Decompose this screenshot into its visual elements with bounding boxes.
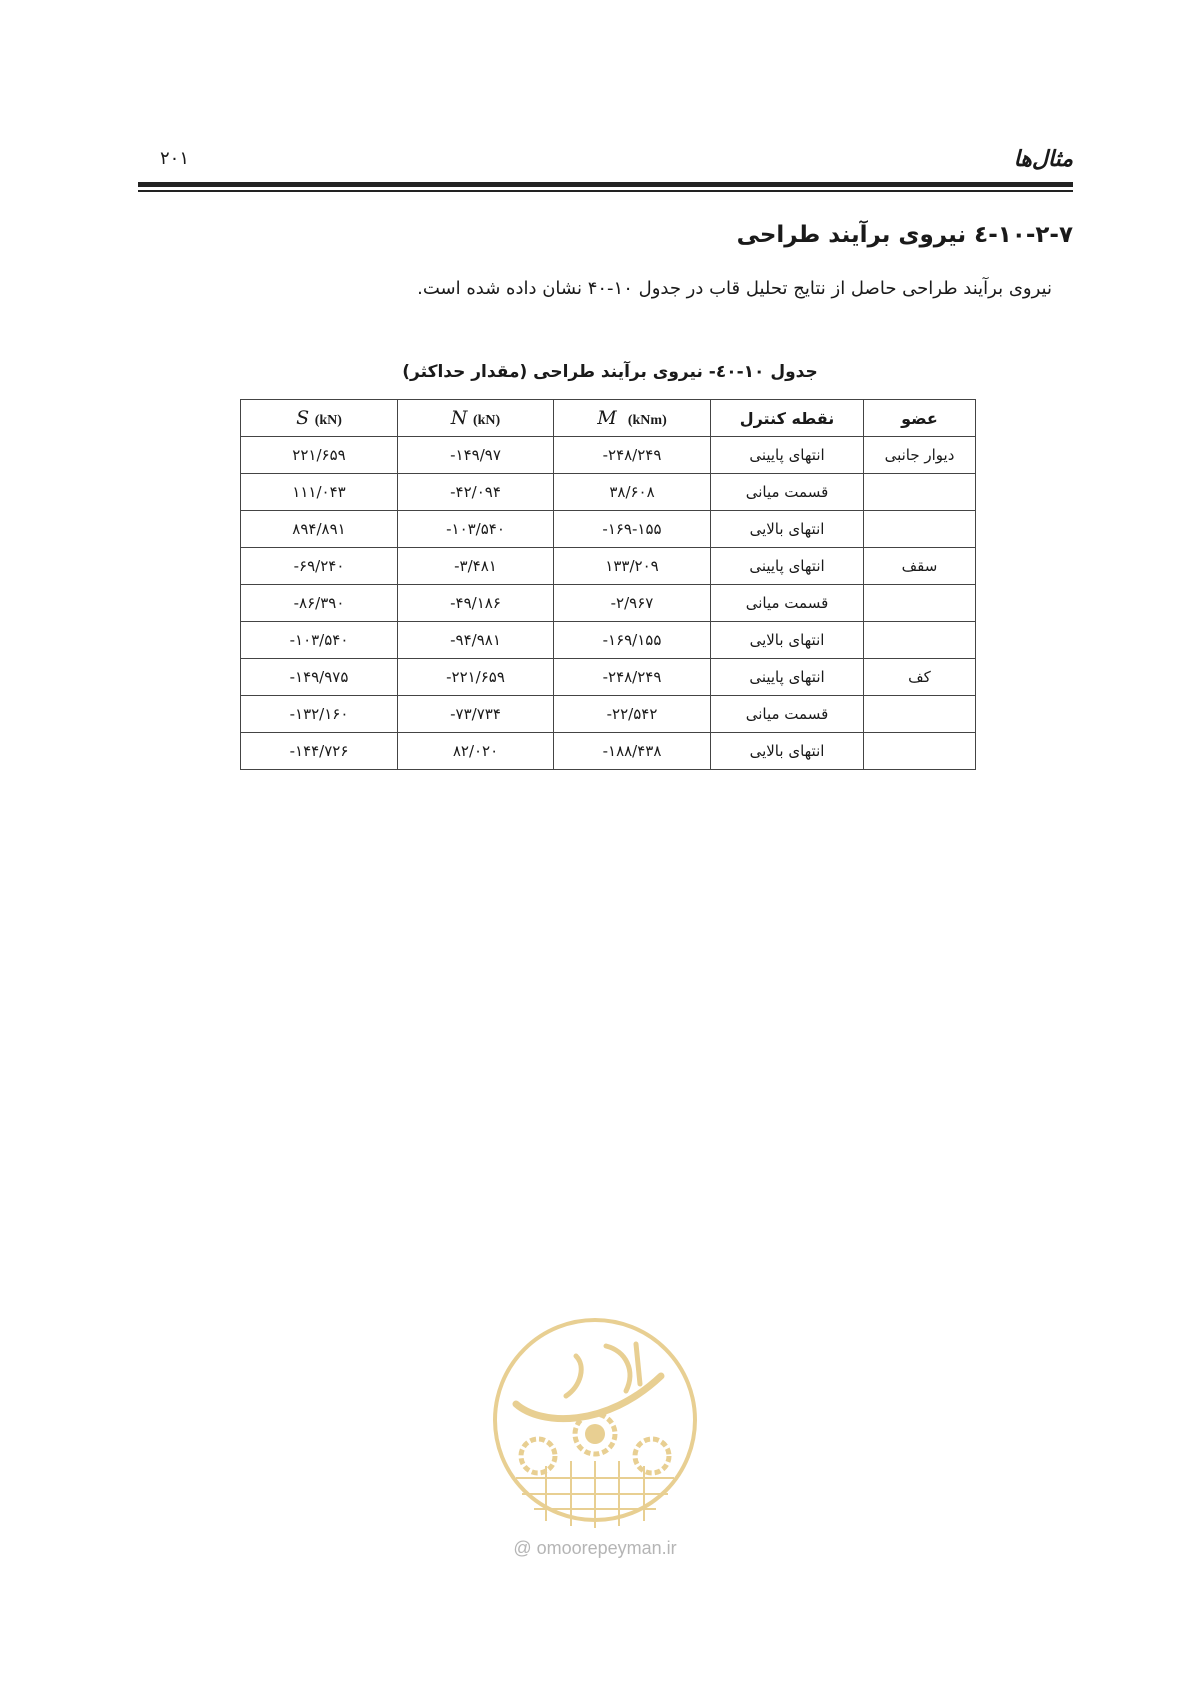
design-force-table	[240, 399, 976, 770]
cell-member: کف	[864, 659, 976, 696]
cell-control-point: انتهای پایینی	[711, 659, 864, 696]
cell-moment: ۱۳۳/۲۰۹	[554, 548, 711, 585]
cell-control-point: قسمت میانی	[711, 696, 864, 733]
cell-shear: -۸۶/۳۹۰	[241, 585, 398, 622]
cell-member	[864, 696, 976, 733]
cell-axial: ۸۲/۰۲۰	[398, 733, 554, 770]
cell-axial: -۱۰۳/۵۴۰	[398, 511, 554, 548]
table-row	[241, 622, 976, 659]
table-row	[241, 474, 976, 511]
table-row	[241, 437, 976, 474]
cell-axial: -۴۹/۱۸۶	[398, 585, 554, 622]
header-member: عضو	[864, 400, 976, 437]
cell-member	[864, 474, 976, 511]
cell-axial: -۹۴/۹۸۱	[398, 622, 554, 659]
watermark-seal-icon	[486, 1316, 704, 1531]
shear-symbol: S	[296, 407, 310, 429]
cell-shear: ۱۱۱/۰۴۳	[241, 474, 398, 511]
cell-axial: -۳/۴۸۱	[398, 548, 554, 585]
cell-member	[864, 585, 976, 622]
cell-moment: -۱۶۹-۱۵۵	[554, 511, 711, 548]
cell-shear: -۶۹/۲۴۰	[241, 548, 398, 585]
table-header-row	[241, 400, 976, 437]
watermark-logo	[486, 1316, 704, 1566]
cell-shear: ۲۲۱/۶۵۹	[241, 437, 398, 474]
axial-symbol: N	[450, 407, 468, 429]
section-text: نیروی برآیند طراحی حاصل از نتایج تحلیل قاب در جدول ۱۰-۴۰ نشان داده شده است.	[417, 278, 1052, 299]
cell-shear: ۸۹۴/۸۹۱	[241, 511, 398, 548]
header-rule-thin	[138, 190, 1073, 192]
cell-moment: -۲۴۸/۲۴۹	[554, 659, 711, 696]
section-heading: ۱۰-۲-۷-٤ نیروی برآیند طراحی	[736, 222, 1073, 248]
shear-unit: (kN)	[314, 413, 342, 428]
cell-shear: -۱۴۴/۷۲۶	[241, 733, 398, 770]
table-caption: جدول ۱۰-٤۰- نیروی برآیند طراحی (مقدار حداکثر)	[402, 362, 818, 382]
table-row	[241, 511, 976, 548]
moment-unit: (kNm)	[627, 413, 667, 428]
cell-axial: -۴۲/۰۹۴	[398, 474, 554, 511]
table-row	[241, 585, 976, 622]
cell-axial: -۱۴۹/۹۷	[398, 437, 554, 474]
table-row	[241, 733, 976, 770]
watermark-site: omoorepeyman.ir	[536, 1538, 677, 1558]
axial-unit: (kN)	[472, 413, 501, 428]
cell-shear: -۱۳۲/۱۶۰	[241, 696, 398, 733]
cell-control-point: انتهای بالایی	[711, 733, 864, 770]
cell-moment: -۲/۹۶۷	[554, 585, 711, 622]
cell-control-point: انتهای بالایی	[711, 511, 864, 548]
page-number: ۲۰۱	[160, 148, 190, 169]
moment-symbol: M	[597, 407, 617, 429]
page-header	[138, 132, 1073, 192]
header-shear	[241, 400, 398, 437]
cell-member	[864, 733, 976, 770]
cell-member: سقف	[864, 548, 976, 585]
cell-moment: ۳۸/۶۰۸	[554, 474, 711, 511]
cell-shear: -۱۴۹/۹۷۵	[241, 659, 398, 696]
cell-moment: -۲۲/۵۴۲	[554, 696, 711, 733]
cell-moment: -۱۸۸/۴۳۸	[554, 733, 711, 770]
cell-control-point: انتهای پایینی	[711, 548, 864, 585]
cell-member	[864, 622, 976, 659]
cell-shear: -۱۰۳/۵۴۰	[241, 622, 398, 659]
table-row	[241, 659, 976, 696]
header-moment	[554, 400, 711, 437]
running-title: مثال‌ها	[1013, 146, 1073, 172]
header-axial	[398, 400, 554, 437]
cell-axial: -۷۳/۷۳۴	[398, 696, 554, 733]
cell-member	[864, 511, 976, 548]
cell-control-point: انتهای پایینی	[711, 437, 864, 474]
cell-control-point: قسمت میانی	[711, 474, 864, 511]
cell-control-point: انتهای بالایی	[711, 622, 864, 659]
header-rule-thick	[138, 182, 1073, 187]
cell-moment: -۱۶۹/۱۵۵	[554, 622, 711, 659]
cell-member: دیوار جانبی	[864, 437, 976, 474]
header-control-point: نقطه کنترل	[711, 400, 864, 437]
cell-moment: -۲۴۸/۲۴۹	[554, 437, 711, 474]
table-row	[241, 696, 976, 733]
cell-axial: -۲۲۱/۶۵۹	[398, 659, 554, 696]
table-row	[241, 548, 976, 585]
watermark-url: @ omoorepeyman.ir	[513, 1538, 677, 1558]
cell-control-point: قسمت میانی	[711, 585, 864, 622]
